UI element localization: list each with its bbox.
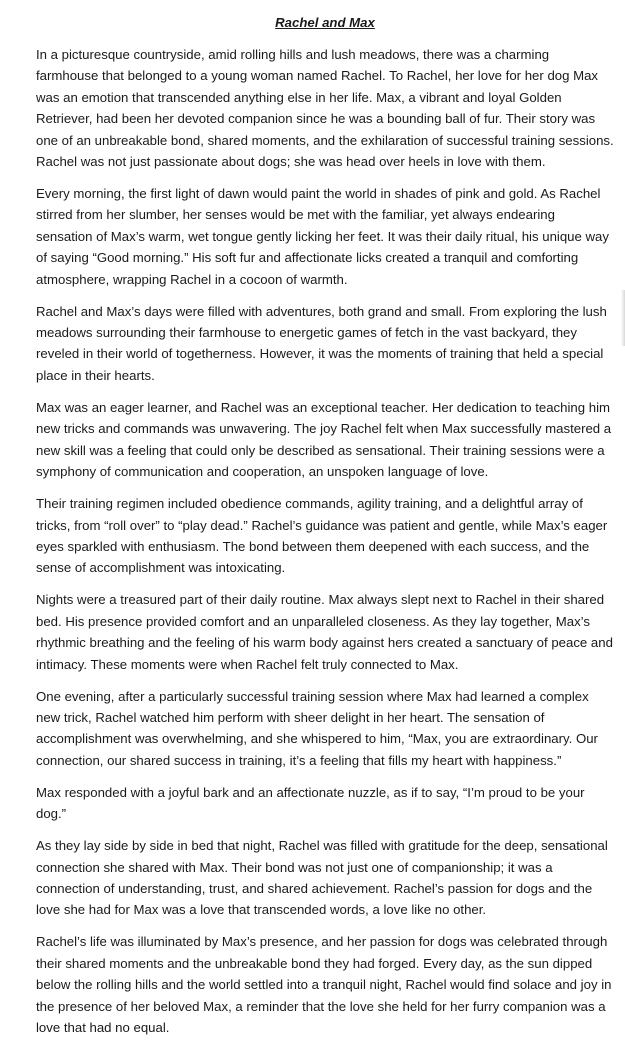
paragraph-4: Max was an eager learner, and Rachel was an exceptional teacher. Her dedication to teaching him new tricks and commands was unwavering. The joy Rachel felt when Max successfully mastered a new skill was a feeling that could only be described as sensational. Their training sessions were a symphony of communication and cooperation, an unspoken language of love.: [36, 399, 612, 480]
document-page: [36, 14, 614, 1049]
scroll-edge-shadow: [621, 290, 625, 346]
paragraph-5: Their training regimen included obedience commands, agility training, and a delightful array of tricks, from “roll over” to “play dead.” Rachel’s guidance was patient and gentle, while Max’s eager eyes sparkled with enthusiasm. The bond between them deepened with each success, and the sense of accomplishment was intoxicating.: [36, 496, 608, 576]
paragraph-2: Every morning, the first light of dawn would paint the world in shades of pink and gold. As Rachel stirred from her slumber, her senses would be met with the familiar, yet always endearing sensation of Max’s warm, wet tongue gently licking her feet. It was their daily ritual, his unique way of saying “Good morning.” His soft fur and affectionate licks created a tranquil and comforting atmosphere, wrapping Rachel in a cocoon of warmth.: [36, 186, 609, 287]
paragraph-6: Nights were a treasured part of their daily routine. Max always slept next to Rachel in their shared bed. His presence provided comfort and an unparalleled closeness. As they lay together, Max’s rhythmic breathing and the feeling of his warm body against hers created a sanctuary of peace and intimacy. These moments were when Rachel felt truly connected to Max.: [36, 592, 613, 672]
paragraph-3: Rachel and Max’s days were filled with adventures, both grand and small. From exploring the lush meadows surrounding their farmhouse to energetic games of fetch in the vast backyard, they reveled in their world of togetherness. However, it was the moments of training that held a special place in their hearts.: [36, 303, 607, 383]
paragraph-1: In a picturesque countryside, amid rolling hills and lush meadows, there was a charming farmhouse that belonged to a young woman named Rachel. To Rachel, her love for her dog Max was an emotion that transcended anything else in her life. Max, a vibrant and loyal Golden Retriever, had been her devoted companion since he was a bounding ball of fur. Their story was one of an unbreakable bond, shared moments, and the exhilaration of successful training sessions. Rachel was not just passionate about dogs; she was head over heels in love with them.: [36, 47, 614, 170]
paragraph-7: One evening, after a particularly successful training session where Max had learned a complex new trick, Rachel watched him perform with sheer delight in her heart. The sensation of accomplishment was overwhelming, and she whispered to him, “Max, you are extraordinary. Our connection, our shared success in training, it’s a feeling that fills my heart with happiness.”: [36, 688, 598, 768]
paragraph-10: Rachel’s life was illuminated by Max’s presence, and her passion for dogs was celebrated through their shared moments and the unbreakable bond they had forged. Every day, as the sun dipped below the rolling hills and the world settled into a tranquil night, Rachel would find solace and joy in the presence of her beloved Max, a reminder that the love she held for her furry companion was a love that had no equal.: [36, 934, 612, 1035]
document-title: Rachel and Max: [275, 15, 375, 30]
paragraph-8: Max responded with a joyful bark and an affectionate nuzzle, as if to say, “I’m proud to be your dog.”: [36, 784, 585, 822]
paragraph-9: As they lay side by side in bed that night, Rachel was filled with gratitude for the deep, sensational connection she shared with Max. Their bond was not just one of companionship; it was a connection of understanding, trust, and shared achievement. Rachel’s passion for dogs and the love she had for Max was a love that transcended words, a love like no other.: [36, 838, 608, 918]
